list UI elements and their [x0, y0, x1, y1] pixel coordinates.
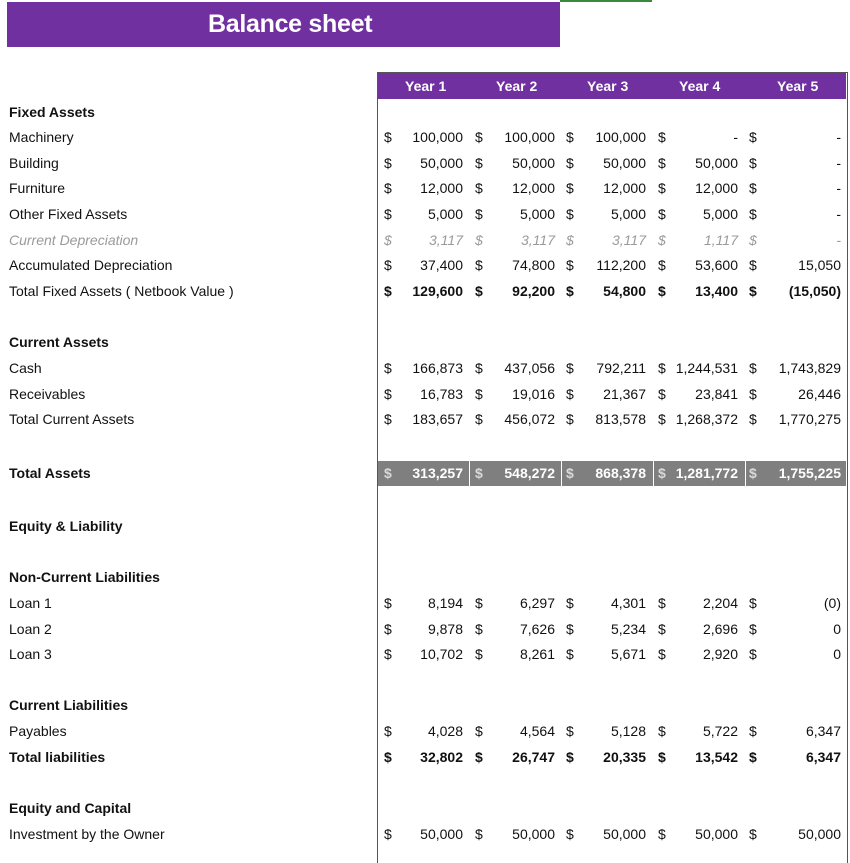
line-item-row [0, 591, 850, 616]
year-header-2: Year 2 [496, 78, 538, 94]
value-cell[interactable]: 0 [833, 621, 841, 637]
currency-symbol: $ [749, 411, 757, 427]
currency-symbol: $ [566, 232, 574, 248]
row-label: Cash [9, 360, 42, 376]
row-label: Total Assets [9, 465, 91, 481]
value-cell[interactable]: 8,261 [519, 646, 555, 662]
blank-row [0, 540, 850, 565]
section-header-row [0, 565, 850, 590]
value-cell[interactable]: 13,400 [695, 283, 738, 299]
section-label: Fixed Assets [9, 104, 95, 120]
value-cell[interactable]: 792,211 [596, 360, 646, 376]
value-cell[interactable]: 5,128 [610, 723, 646, 739]
currency-symbol: $ [749, 595, 757, 611]
line-item-row [0, 617, 850, 642]
value-cell[interactable]: 2,696 [702, 621, 738, 637]
value-cell[interactable]: 12,000 [603, 180, 646, 196]
value-cell[interactable]: 50,000 [798, 826, 841, 842]
value-cell[interactable]: 4,028 [427, 723, 463, 739]
value-cell[interactable]: 12,000 [512, 180, 555, 196]
currency-symbol: $ [658, 129, 666, 145]
currency-symbol: $ [566, 749, 574, 765]
currency-symbol: $ [384, 749, 392, 765]
value-cell[interactable]: 1,743,829 [778, 360, 841, 376]
currency-symbol: $ [566, 723, 574, 739]
value-cell[interactable]: 548,272 [504, 465, 555, 481]
value-cell[interactable]: 313,257 [412, 465, 463, 481]
currency-symbol: $ [475, 155, 483, 171]
section-label: Non-Current Liabilities [9, 569, 160, 585]
year-header-4: Year 4 [679, 78, 721, 94]
currency-symbol: $ [475, 723, 483, 739]
row-label: Other Fixed Assets [9, 206, 128, 222]
value-cell[interactable]: - [836, 129, 841, 145]
currency-symbol: $ [475, 411, 483, 427]
currency-symbol: $ [658, 360, 666, 376]
value-cell[interactable]: 53,600 [695, 257, 738, 273]
value-cell[interactable]: 1,117 [704, 232, 738, 248]
cell-selection-edge [560, 0, 652, 2]
currency-symbol: $ [384, 621, 392, 637]
value-cell[interactable]: 37,400 [420, 257, 463, 273]
section-label: Equity and Capital [9, 800, 132, 816]
line-item-row [0, 202, 850, 227]
currency-symbol: $ [658, 180, 666, 196]
row-label: Current Depreciation [9, 232, 139, 248]
line-item-row [0, 745, 850, 770]
value-cell[interactable]: 32,802 [420, 749, 463, 765]
currency-symbol: $ [566, 826, 574, 842]
sheet-title-bar [7, 2, 560, 47]
currency-symbol: $ [475, 621, 483, 637]
value-cell[interactable]: 5,671 [610, 646, 646, 662]
value-cell[interactable]: 7,626 [519, 621, 555, 637]
currency-symbol: $ [658, 621, 666, 637]
currency-symbol: $ [566, 155, 574, 171]
value-cell[interactable]: 6,297 [519, 595, 555, 611]
value-cell[interactable]: 50,000 [695, 826, 738, 842]
line-item-row [0, 253, 850, 278]
line-item-row [0, 279, 850, 304]
line-item-row [0, 719, 850, 744]
currency-symbol: $ [384, 386, 392, 402]
value-cell[interactable]: 5,000 [610, 206, 646, 222]
value-cell[interactable]: 5,000 [427, 206, 463, 222]
value-cell[interactable]: 9,878 [427, 621, 463, 637]
currency-symbol: $ [658, 595, 666, 611]
currency-symbol: $ [658, 257, 666, 273]
value-cell[interactable]: 74,800 [512, 257, 555, 273]
currency-symbol: $ [566, 621, 574, 637]
currency-symbol: $ [384, 646, 392, 662]
value-cell[interactable]: 2,920 [702, 646, 738, 662]
currency-symbol: $ [475, 595, 483, 611]
row-label: Building [9, 155, 59, 171]
value-cell[interactable]: 20,335 [603, 749, 646, 765]
value-cell[interactable]: 2,204 [702, 595, 738, 611]
currency-symbol: $ [384, 129, 392, 145]
value-cell[interactable]: 13,542 [695, 749, 738, 765]
value-cell[interactable]: 12,000 [695, 180, 738, 196]
currency-symbol: $ [658, 723, 666, 739]
value-cell[interactable]: 8,194 [427, 595, 463, 611]
row-label: Accumulated Depreciation [9, 257, 173, 273]
value-cell[interactable]: 3,117 [521, 232, 555, 248]
value-cell[interactable]: 0 [833, 646, 841, 662]
currency-symbol: $ [384, 595, 392, 611]
row-label: Total liabilities [9, 749, 106, 765]
value-cell[interactable]: 1,770,275 [778, 411, 841, 427]
value-cell[interactable]: 50,000 [420, 155, 463, 171]
value-cell[interactable]: 50,000 [512, 155, 555, 171]
section-label: Equity & Liability [9, 518, 123, 534]
currency-symbol: $ [749, 646, 757, 662]
currency-symbol: $ [475, 180, 483, 196]
currency-symbol: $ [658, 155, 666, 171]
line-item-row [0, 407, 850, 432]
value-cell[interactable]: 5,000 [519, 206, 555, 222]
value-cell[interactable]: 15,050 [798, 257, 841, 273]
currency-symbol: $ [566, 129, 574, 145]
currency-symbol: $ [749, 723, 757, 739]
currency-symbol: $ [658, 749, 666, 765]
line-item-row [0, 176, 850, 201]
value-cell[interactable]: 54,800 [603, 283, 646, 299]
currency-symbol: $ [658, 411, 666, 427]
value-cell[interactable]: 23,841 [695, 386, 738, 402]
value-cell[interactable]: 100,000 [595, 129, 646, 145]
currency-symbol: $ [384, 257, 392, 273]
currency-symbol: $ [475, 646, 483, 662]
value-cell[interactable]: 5,722 [702, 723, 738, 739]
currency-symbol: $ [566, 257, 574, 273]
value-cell[interactable]: 100,000 [412, 129, 463, 145]
currency-symbol: $ [566, 465, 574, 481]
currency-symbol: $ [566, 411, 574, 427]
sheet-title: Balance sheet [208, 10, 373, 38]
value-cell[interactable]: 12,000 [420, 180, 463, 196]
row-label: Furniture [9, 180, 66, 196]
value-cell[interactable]: - [733, 129, 738, 145]
value-cell[interactable]: 129,600 [412, 283, 463, 299]
currency-symbol: $ [475, 386, 483, 402]
currency-symbol: $ [475, 826, 483, 842]
section-label: Current Assets [9, 334, 109, 350]
value-cell[interactable]: 813,578 [595, 411, 646, 427]
value-cell[interactable]: 5,000 [702, 206, 738, 222]
value-cell[interactable]: 3,117 [429, 232, 463, 248]
currency-symbol: $ [749, 283, 757, 299]
currency-symbol: $ [384, 465, 392, 481]
row-label: Total Fixed Assets ( Netbook Value ) [9, 283, 234, 299]
currency-symbol: $ [384, 206, 392, 222]
row-label: Total Current Assets [9, 411, 135, 427]
line-item-row [0, 382, 850, 407]
currency-symbol: $ [658, 465, 666, 481]
value-cell[interactable]: 4,301 [610, 595, 646, 611]
value-cell[interactable]: 50,000 [420, 826, 463, 842]
line-item-row [0, 642, 850, 667]
currency-symbol: $ [566, 386, 574, 402]
line-item-row [0, 125, 850, 150]
line-item-row [0, 356, 850, 381]
value-cell[interactable]: (0) [823, 595, 841, 611]
currency-symbol: $ [566, 180, 574, 196]
value-cell[interactable]: - [836, 180, 841, 196]
currency-symbol: $ [749, 360, 757, 376]
currency-symbol: $ [475, 465, 483, 481]
value-cell[interactable]: 26,747 [512, 749, 555, 765]
blank-row [0, 433, 850, 458]
value-cell[interactable]: 16,783 [420, 386, 463, 402]
value-cell[interactable]: 6,347 [805, 723, 841, 739]
value-cell[interactable]: 92,200 [512, 283, 555, 299]
currency-symbol: $ [749, 180, 757, 196]
currency-symbol: $ [749, 206, 757, 222]
value-cell[interactable]: (15,050) [788, 283, 841, 299]
currency-symbol: $ [566, 360, 574, 376]
value-cell[interactable]: - [836, 206, 841, 222]
value-cell[interactable]: 100,000 [504, 129, 555, 145]
value-cell[interactable]: 10,702 [420, 646, 463, 662]
row-label: Investment by the Owner [9, 826, 165, 842]
blank-row [0, 305, 850, 330]
currency-symbol: $ [384, 723, 392, 739]
currency-symbol: $ [475, 232, 483, 248]
year-header-5: Year 5 [777, 78, 819, 94]
currency-symbol: $ [749, 749, 757, 765]
currency-symbol: $ [749, 232, 757, 248]
currency-symbol: $ [658, 283, 666, 299]
currency-symbol: $ [384, 155, 392, 171]
value-cell[interactable]: 50,000 [512, 826, 555, 842]
section-header-row [0, 330, 850, 355]
currency-symbol: $ [475, 257, 483, 273]
blank-row [0, 668, 850, 693]
value-cell[interactable]: 868,378 [595, 465, 646, 481]
currency-symbol: $ [749, 155, 757, 171]
currency-symbol: $ [658, 232, 666, 248]
row-label: Machinery [9, 129, 74, 145]
row-label: Payables [9, 723, 67, 739]
value-cell[interactable]: 19,016 [512, 386, 555, 402]
currency-symbol: $ [384, 283, 392, 299]
row-label: Loan 1 [9, 595, 52, 611]
year-header-3: Year 3 [587, 78, 629, 94]
currency-symbol: $ [475, 283, 483, 299]
value-cell[interactable]: 1,755,225 [778, 465, 841, 481]
value-cell[interactable]: 4,564 [519, 723, 555, 739]
value-cell[interactable]: 112,200 [596, 257, 646, 273]
currency-symbol: $ [384, 826, 392, 842]
currency-symbol: $ [749, 257, 757, 273]
value-cell[interactable]: 50,000 [695, 155, 738, 171]
currency-symbol: $ [749, 826, 757, 842]
blank-row [0, 770, 850, 795]
value-cell[interactable]: 166,873 [412, 360, 463, 376]
currency-symbol: $ [566, 646, 574, 662]
value-cell[interactable]: 1,281,772 [675, 465, 738, 481]
currency-symbol: $ [475, 129, 483, 145]
value-cell[interactable]: 183,657 [412, 411, 463, 427]
currency-symbol: $ [475, 360, 483, 376]
section-label: Current Liabilities [9, 697, 129, 713]
currency-symbol: $ [658, 826, 666, 842]
line-item-row [0, 461, 850, 486]
currency-symbol: $ [475, 749, 483, 765]
currency-symbol: $ [658, 386, 666, 402]
row-label: Loan 2 [9, 621, 52, 637]
value-cell[interactable]: 6,347 [805, 749, 841, 765]
currency-symbol: $ [384, 232, 392, 248]
currency-symbol: $ [384, 411, 392, 427]
currency-symbol: $ [384, 360, 392, 376]
value-cell[interactable]: 50,000 [603, 826, 646, 842]
currency-symbol: $ [749, 621, 757, 637]
currency-symbol: $ [749, 465, 757, 481]
value-cell[interactable]: 456,072 [504, 411, 555, 427]
currency-symbol: $ [566, 206, 574, 222]
value-cell[interactable]: 1,268,372 [675, 411, 738, 427]
value-cell[interactable]: 5,234 [610, 621, 646, 637]
currency-symbol: $ [658, 646, 666, 662]
row-label: Receivables [9, 386, 86, 402]
value-cell[interactable]: 26,446 [798, 386, 841, 402]
currency-symbol: $ [658, 206, 666, 222]
value-cell[interactable]: - [836, 155, 841, 171]
currency-symbol: $ [475, 206, 483, 222]
section-header-row [0, 693, 850, 718]
currency-symbol: $ [749, 386, 757, 402]
section-header-row [0, 514, 850, 539]
value-cell[interactable]: 1,244,531 [675, 360, 738, 376]
section-header-row [0, 100, 850, 125]
year-header-row [378, 73, 846, 99]
currency-symbol: $ [749, 129, 757, 145]
value-cell[interactable]: 3,117 [612, 232, 646, 248]
value-cell[interactable]: 21,367 [603, 386, 646, 402]
currency-symbol: $ [566, 595, 574, 611]
value-cell[interactable]: - [836, 232, 841, 248]
value-cell[interactable]: 437,056 [504, 360, 555, 376]
line-item-row [0, 151, 850, 176]
row-label: Loan 3 [9, 646, 52, 662]
line-item-row [0, 822, 850, 847]
currency-symbol: $ [384, 180, 392, 196]
year-header-1: Year 1 [405, 78, 447, 94]
section-header-row [0, 796, 850, 821]
currency-symbol: $ [566, 283, 574, 299]
line-item-row [0, 228, 850, 253]
value-cell[interactable]: 50,000 [603, 155, 646, 171]
